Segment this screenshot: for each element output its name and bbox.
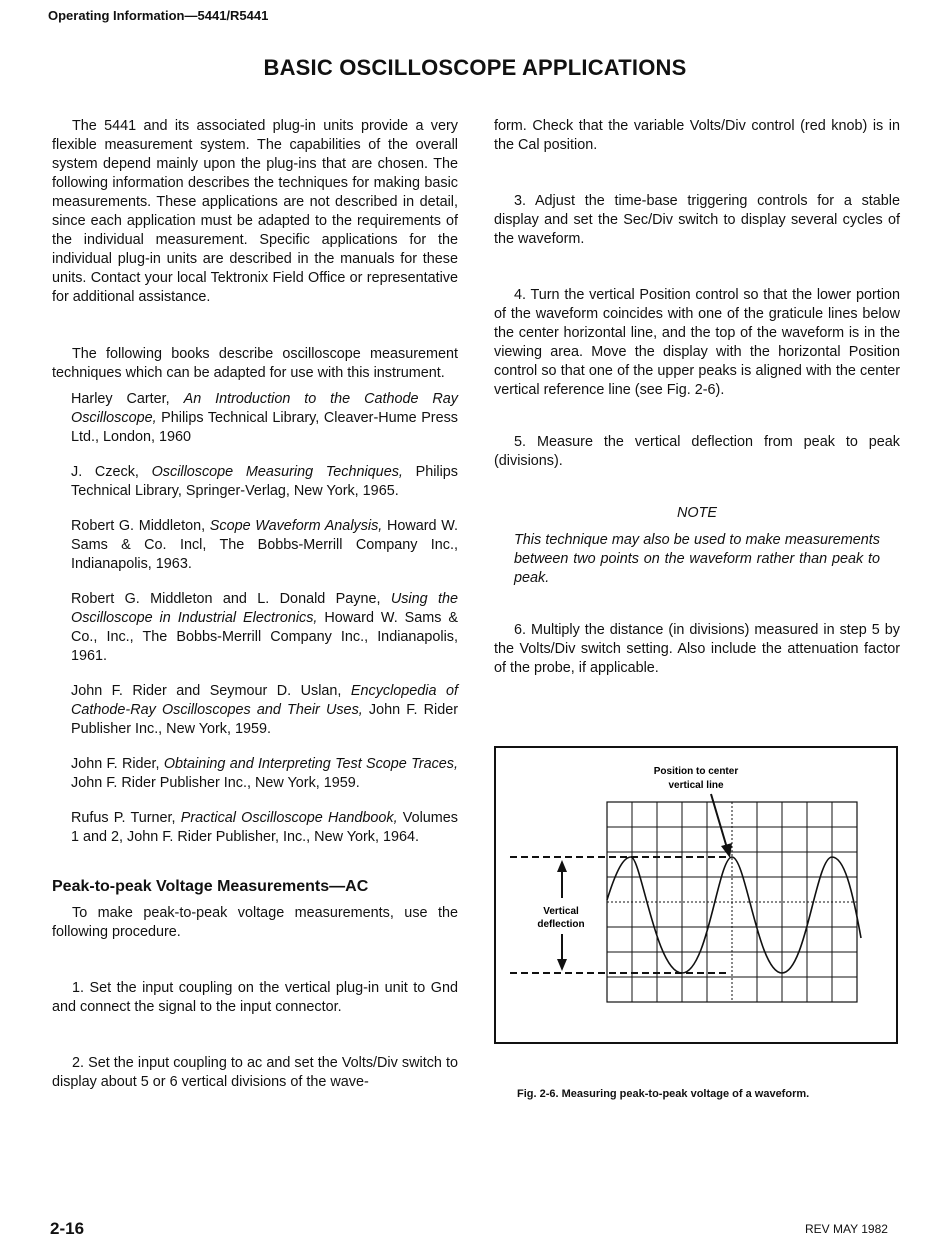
reference-item: Harley Carter, An Introduction to the Cathode Ray Oscilloscope, Philips Technical Library, Cleaver-Hume Press Ltd., London, 1960 [71, 391, 458, 445]
page-number: 2-16 [50, 1219, 85, 1238]
running-head: Operating Information—5441/R5441 [48, 8, 269, 23]
step-6-paragraph: 6. Multiply the distance (in divisions) measured in step 5 by the Volts/Div switch setting. Also include the attenuation factor of the probe, if applicable. [494, 622, 900, 676]
intro-paragraph: The 5441 and its associated plug-in units provide a very flexible measurement system. The capabilities of the overall system depend mainly upon the plug-ins that are chosen. The following information describes the techniques for making basic measurements. These applications are not described in detail, since each application must be adapted to the requirements of the individual measurement. Specific applications for the individual plug-in units are described in the manuals for these units. Contact your local Tektronix Field Office or representative for additional assistance. [52, 118, 458, 305]
arrow-up-head [557, 860, 567, 872]
reference-item: J. Czeck, Oscilloscope Measuring Techniques, Philips Technical Library, Springer-Verlag, New York, 1965. [71, 464, 458, 499]
reference-item: John F. Rider, Obtaining and Interpreting Test Scope Traces, John F. Rider Publisher Inc., New York, 1959. [71, 756, 458, 791]
figure-label-left-2: deflection [537, 919, 585, 930]
figure-label-left-1: Vertical [543, 906, 579, 917]
left-column [52, 117, 458, 1092]
arrow-down-head [557, 959, 567, 971]
note-title: NOTE [677, 505, 717, 521]
step-4-paragraph: 4. Turn the vertical Position control so that the lower portion of the waveform coincides with one of the graticule lines below the center horizontal line, and the top of the waveform is in the viewing area. Move the display with the horizontal Position control so that one of the upper peaks is aligned with the center vertical reference line (see Fig. 2-6). [494, 287, 900, 398]
reference-item: Rufus P. Turner, Practical Oscilloscope Handbook, Volumes 1 and 2, John F. Rider Publisher, Inc., New York, 1964. [71, 810, 458, 845]
pointer-arrow-head [721, 843, 732, 858]
reference-item: John F. Rider and Seymour D. Uslan, Encyclopedia of Cathode-Ray Oscilloscopes and Their Uses, John F. Rider Publisher Inc., New York, 1959. [71, 683, 459, 737]
figure-caption: Fig. 2-6. Measuring peak-to-peak voltage of a waveform. [517, 1088, 810, 1100]
reference-item: Robert G. Middleton, Scope Waveform Analysis, Howard W. Sams & Co. Incl, The Bobbs-Merrill Company Inc., Indianapolis, 1963. [71, 518, 459, 572]
step-2-continued-paragraph: form. Check that the variable Volts/Div control (red knob) is in the Cal position. [494, 118, 900, 153]
waveform-trace [607, 857, 861, 973]
section-intro-paragraph: To make peak-to-peak voltage measurements, use the following procedure. [52, 905, 458, 940]
step-1-paragraph: 1. Set the input coupling on the vertical plug-in unit to Gnd and connect the signal to the input connector. [52, 980, 458, 1015]
books-intro-paragraph: The following books describe oscilloscope measurement techniques which can be adapted for use with this instrument. [52, 346, 458, 381]
figure-label-top-1: Position to center [653, 766, 739, 777]
oscilloscope-diagram [496, 748, 896, 1042]
page-title: BASIC OSCILLOSCOPE APPLICATIONS [263, 55, 687, 80]
right-column [494, 117, 900, 678]
revision-date: REV MAY 1982 [805, 1222, 888, 1236]
step-5-paragraph: 5. Measure the vertical deflection from peak to peak (divisions). [494, 434, 900, 469]
step-2-paragraph: 2. Set the input coupling to ac and set the Volts/Div switch to display about 5 or 6 vertical divisions of the wave- [52, 1055, 458, 1090]
figure-label-top-2: vertical line [668, 780, 724, 791]
reference-item: Robert G. Middleton and L. Donald Payne, Using the Oscilloscope in Industrial Electronics, Howard W. Sams & Co., Inc., The Bobbs-Merrill Company Inc., Indianapolis, 1961. [71, 591, 459, 664]
figure-2-6 [494, 746, 898, 1044]
note-body: This technique may also be used to make measurements between two points on the waveform rather than peak to peak. [514, 532, 880, 586]
step-3-paragraph: 3. Adjust the time-base triggering controls for a stable display and set the Sec/Div switch to display several cycles of the waveform. [494, 193, 900, 247]
section-heading: Peak-to-peak Voltage Measurements—AC [52, 878, 369, 895]
